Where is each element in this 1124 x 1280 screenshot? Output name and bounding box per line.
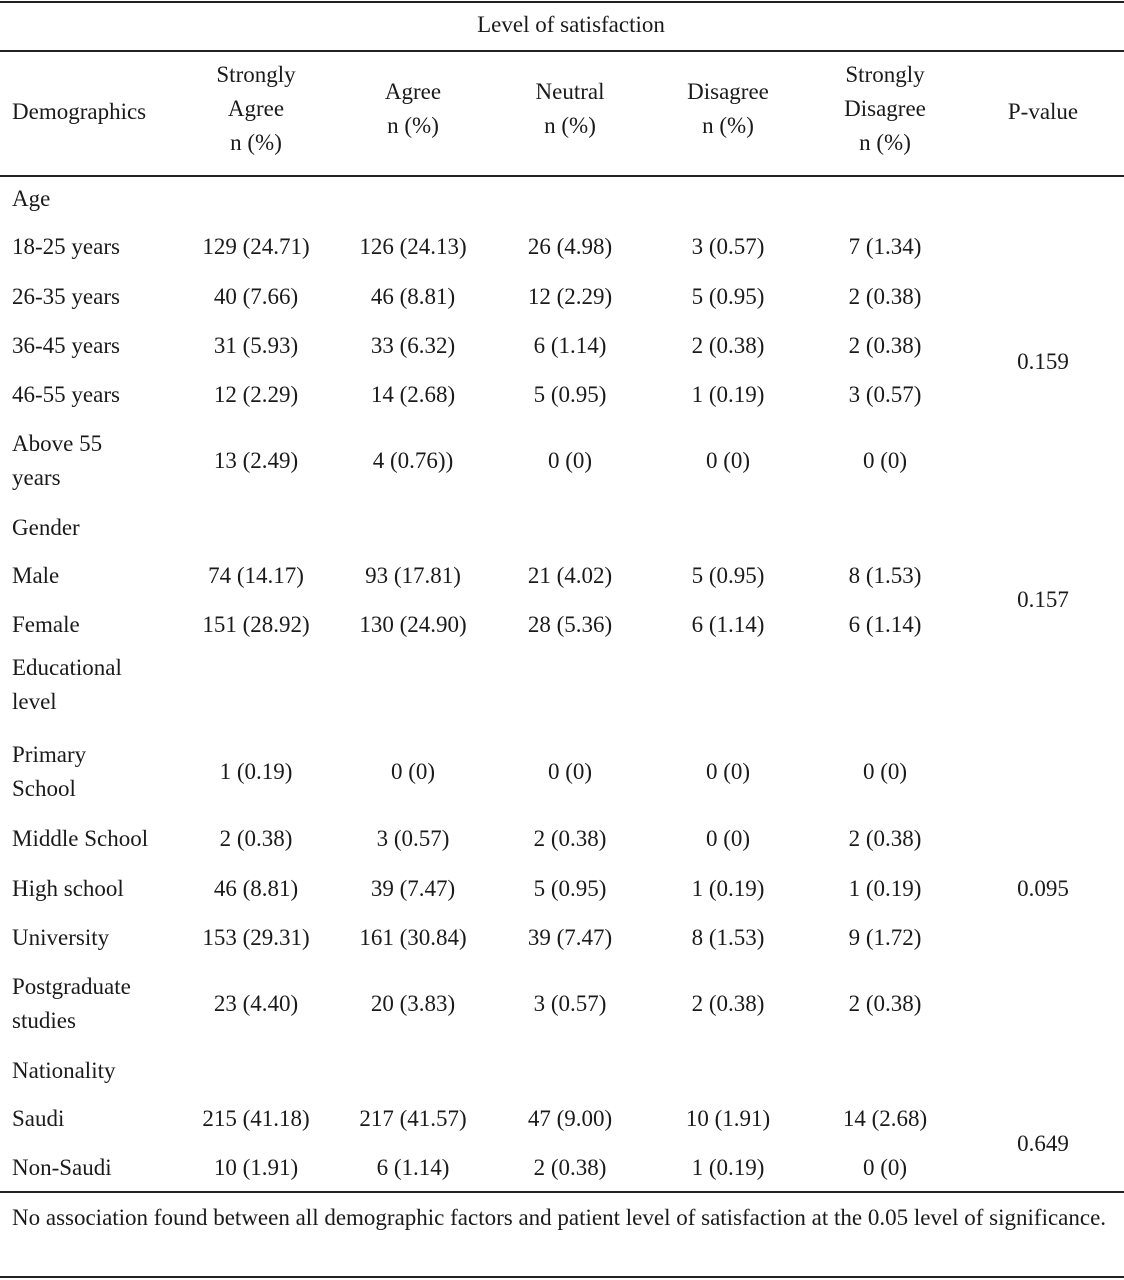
top-rule (0, 1, 1124, 3)
table-cell: 12 (2.29) (213, 382, 299, 407)
table-cell: 2 (0.38) (848, 991, 922, 1016)
table-cell: 2 (0.38) (848, 284, 922, 309)
row-label-line: Above 55 (12, 431, 103, 456)
header-col-3-line: Neutral (535, 79, 605, 104)
row-label: High school (12, 876, 124, 901)
table-cell: 46 (8.81) (213, 876, 299, 901)
group-label: Gender (12, 515, 80, 540)
table-cell: 40 (7.66) (213, 284, 299, 309)
table-cell: 2 (0.38) (533, 826, 607, 851)
table-cell: 31 (5.93) (213, 333, 299, 358)
table-cell: 10 (1.91) (685, 1106, 771, 1131)
header-demographics: Demographics (12, 99, 147, 124)
table-cell: 2 (0.38) (848, 826, 922, 851)
table-cell: 153 (29.31) (202, 925, 310, 950)
row-label-line: studies (12, 1008, 76, 1033)
row-label: Saudi (12, 1106, 65, 1131)
table-cell: 7 (1.34) (848, 234, 922, 259)
group-label-line: Educational (12, 655, 122, 680)
table-cell: 0 (0) (862, 1155, 908, 1180)
group-label: Nationality (12, 1058, 116, 1083)
row-label: 18-25 years (12, 234, 120, 259)
header-col-1-line: n (%) (230, 130, 282, 155)
table-cell: 0 (0) (705, 826, 751, 851)
table-cell: 2 (0.38) (848, 333, 922, 358)
table-cell: 2 (0.38) (691, 333, 765, 358)
table-cell: 14 (2.68) (370, 382, 456, 407)
header-col-1 (216, 58, 295, 160)
table-cell: 4 (0.76)) (372, 448, 454, 473)
header-col-3 (536, 75, 605, 143)
table-cell: 1 (0.19) (691, 382, 765, 407)
table-cell: 6 (1.14) (848, 612, 922, 637)
header-col-5-line: Strongly (845, 62, 925, 87)
table-cell: 5 (0.95) (691, 563, 765, 588)
table-cell: 5 (0.95) (533, 382, 607, 407)
header-col-5-line: n (%) (859, 130, 911, 155)
table-cell: 28 (5.36) (527, 612, 613, 637)
header-pvalue: P-value (1007, 99, 1079, 124)
header-col-1-line: Strongly (216, 62, 296, 87)
row-label (12, 970, 131, 1038)
row-label: 36-45 years (12, 333, 120, 358)
table-cell: 8 (1.53) (848, 563, 922, 588)
table-cell: 2 (0.38) (219, 826, 293, 851)
row-label (12, 427, 102, 495)
header-col-2-line: n (%) (387, 113, 439, 138)
table-cell: 217 (41.57) (359, 1106, 467, 1131)
table-cell: 129 (24.71) (202, 234, 310, 259)
row-label-line: Primary (12, 742, 87, 767)
table-cell: 3 (0.57) (533, 991, 607, 1016)
table-cell: 0 (0) (862, 759, 908, 784)
table-footnote: No association found between all demographic factors and patient level of satisfaction at the 0.05 level of significance. (12, 1205, 1107, 1230)
table-cell: 26 (4.98) (527, 234, 613, 259)
table-cell: 0 (0) (547, 448, 593, 473)
table-cell: 93 (17.81) (365, 563, 461, 588)
pvalue-cell: 0.095 (1017, 876, 1069, 901)
row-label: 46-55 years (12, 382, 120, 407)
table-cell: 74 (14.17) (208, 563, 304, 588)
header-col-2-line: Agree (384, 79, 442, 104)
row-label: University (12, 925, 110, 950)
pvalue-cell: 0.157 (1017, 587, 1069, 612)
header-rule (0, 175, 1124, 177)
table-cell: 5 (0.95) (533, 876, 607, 901)
table-cell: 20 (3.83) (370, 991, 456, 1016)
table-cell: 3 (0.57) (376, 826, 450, 851)
table-cell: 215 (41.18) (202, 1106, 310, 1131)
table-cell: 6 (1.14) (533, 333, 607, 358)
table-cell: 1 (0.19) (691, 876, 765, 901)
header-col-2 (385, 75, 441, 143)
table-cell: 1 (0.19) (691, 1155, 765, 1180)
header-col-3-line: n (%) (544, 113, 596, 138)
table-cell: 47 (9.00) (527, 1106, 613, 1131)
header-col-5 (844, 58, 926, 160)
table-cell: 2 (0.38) (533, 1155, 607, 1180)
table-cell: 0 (0) (862, 448, 908, 473)
table-cell: 23 (4.40) (213, 991, 299, 1016)
table-cell: 6 (1.14) (691, 612, 765, 637)
table-cell: 21 (4.02) (527, 563, 613, 588)
body-bottom-rule (0, 1191, 1124, 1193)
row-label: Middle School (12, 826, 149, 851)
table-cell: 126 (24.13) (359, 234, 467, 259)
table-cell: 1 (0.19) (219, 759, 293, 784)
table-cell: 46 (8.81) (370, 284, 456, 309)
table-cell: 9 (1.72) (848, 925, 922, 950)
row-label: 26-35 years (12, 284, 120, 309)
table-cell: 12 (2.29) (527, 284, 613, 309)
table-cell: 151 (28.92) (202, 612, 310, 637)
pvalue-cell: 0.649 (1017, 1131, 1069, 1156)
row-label (12, 738, 86, 806)
table-cell: 8 (1.53) (691, 925, 765, 950)
row-label-line: School (12, 776, 76, 801)
table-cell: 161 (30.84) (359, 925, 467, 950)
table-cell: 33 (6.32) (370, 333, 456, 358)
table-cell: 39 (7.47) (370, 876, 456, 901)
header-col-5-line: Disagree (844, 96, 926, 121)
table-cell: 5 (0.95) (691, 284, 765, 309)
header-col-1-line: Agree (227, 96, 285, 121)
table-cell: 0 (0) (705, 448, 751, 473)
row-label: Male (12, 563, 60, 588)
pvalue-cell: 0.159 (1017, 349, 1069, 374)
table-cell: 6 (1.14) (376, 1155, 450, 1180)
row-label-line: years (12, 465, 61, 490)
table-cell: 10 (1.91) (213, 1155, 299, 1180)
table-cell: 3 (0.57) (691, 234, 765, 259)
table-cell: 0 (0) (390, 759, 436, 784)
header-col-4-line: Disagree (687, 79, 769, 104)
caption-rule (0, 50, 1124, 52)
group-label (12, 651, 122, 719)
header-col-4-line: n (%) (702, 113, 754, 138)
row-label-line: Postgraduate (12, 974, 131, 999)
table-cell: 39 (7.47) (527, 925, 613, 950)
group-label: Age (12, 186, 51, 211)
header-col-4 (687, 75, 769, 143)
table-caption: Level of satisfaction (477, 12, 665, 37)
table-cell: 0 (0) (705, 759, 751, 784)
table-cell: 13 (2.49) (213, 448, 299, 473)
row-label: Female (12, 612, 80, 637)
table-cell: 14 (2.68) (842, 1106, 928, 1131)
table-cell: 0 (0) (547, 759, 593, 784)
row-label: Non-Saudi (12, 1155, 112, 1180)
table-cell: 130 (24.90) (359, 612, 467, 637)
table-cell: 2 (0.38) (691, 991, 765, 1016)
group-label-line: level (12, 689, 57, 714)
bottom-rule (0, 1276, 1124, 1278)
table-cell: 1 (0.19) (848, 876, 922, 901)
table-cell: 3 (0.57) (848, 382, 922, 407)
